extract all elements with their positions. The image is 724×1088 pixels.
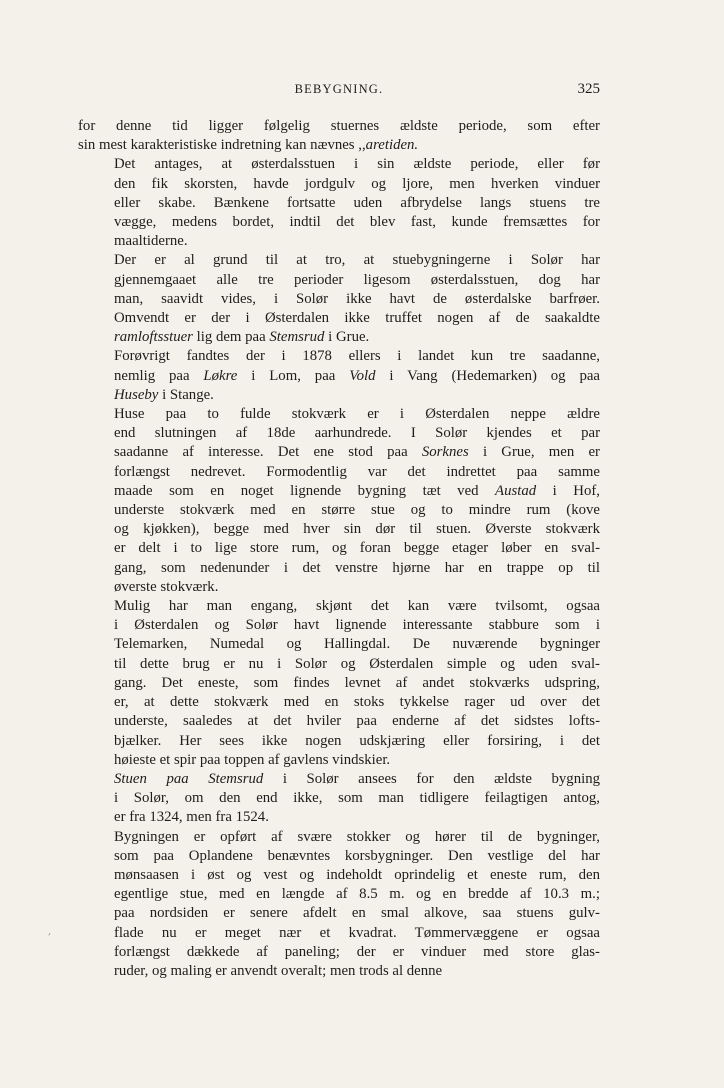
running-title: BEBYGNING. [294,82,384,96]
paragraph [78,155,600,251]
text-line: Huseby i Stange. [114,386,214,403]
text-line: underste stokværk med en større stue og to mindre rum (kove [114,502,600,519]
page-number: 325 [577,81,600,97]
text-line: er delt i to lige store rum, og foran begge etager løber en sval- [114,540,600,557]
text-line: Huse paa to fulde stokværk er i Østerdalen neppe ældre [114,406,600,423]
text-line: underste, saaledes at det hviler paa enderne af det sidstes lofts- [114,713,600,730]
text-line: er fra 1324, men fra 1524. [114,809,269,826]
text-line: Telemarken, Numedal og Hallingdal. De nuværende bygninger [114,636,600,653]
text-line: maade som en noget lignende bygning tæt ved Austad i Hof, [114,482,600,499]
text-line: øverste stokværk. [114,578,219,595]
paragraph [78,828,600,982]
text-line: i Østerdalen og Solør havt lignende interessante stabbure som i [114,617,600,634]
text-line: maaltiderne. [114,233,188,250]
text-line: og kjøkken), begge med hver sin dør til stuen. Øverste stokværk [114,521,600,538]
text-line: nemlig paa Løkre i Lom, paa Vold i Vang (Hedemarken) og paa [114,367,601,384]
text-line: end slutningen af 18de aarhundrede. I Solør kjendes et par [114,425,600,442]
paragraph [78,597,600,770]
body-text [78,117,600,981]
text-line: paa nordsiden er senere afdelt en smal alkove, saa stuens gulv- [114,905,600,922]
text-line: vægge, medens bordet, indtil det blev fast, kunde fremsættes for [114,214,600,231]
paragraph [78,251,600,347]
page-header [78,82,600,106]
text-line: Mulig har man engang, skjønt det kan være tvilsomt, ogsaa [114,598,600,615]
text-line: flade nu er meget nær et kvadrat. Tømmervæggene er ogsaa [114,924,600,941]
text-line: mønsaasen i øst og vest og indeholdt oprindelig et eneste rum, den [114,866,600,883]
text-line: Forøvrigt fandtes der i 1878 ellers i landet kun tre saadanne, [114,348,600,365]
text-line: man, saavidt vides, i Solør ikke havt de østerdalske barfrøer. [114,290,600,307]
text-line: den fik skorsten, havde jordgulv og ljore, men hverken vinduer [114,175,600,192]
text-line: Det antages, at østerdalsstuen i sin ældste periode, eller før [114,156,600,173]
text-line: Bygningen er opført af svære stokker og hører til de bygninger, [114,828,600,845]
text-line: gjennemgaaet alle tre perioder ligesom østerdalsstuen, dog har [114,271,600,288]
margin-mark: , [48,926,52,937]
text-line: Der er al grund til at tro, at stuebygningerne i Solør har [114,252,600,269]
text-line: ruder, og maling er anvendt overalt; men trods al denne [114,962,443,979]
text-line: i Solør, om den end ikke, som man tidligere feilagtigen antog, [114,790,600,807]
text-line: som paa Oplandene benævntes korsbygninger. Den vestlige del har [114,847,600,864]
text-line: gang. Det eneste, som findes levnet af andet stokværks udspring, [114,674,600,691]
text-line: sin mest karakteristiske indretning kan nævnes ,,aretiden. [78,137,419,154]
text-line: Omvendt er der i Østerdalen ikke truffet nogen af de saakaldte [114,310,600,327]
text-line: gang, som nedenunder i det venstre hjørne har en trappe op til [114,559,600,576]
text-line: eller skabe. Bænkene fortsatte uden afbrydelse langs stuens tre [114,194,600,211]
text-line: saadanne af interesse. Det ene stod paa Sorknes i Grue, men er [114,444,600,461]
text-line: for denne tid ligger følgelig stuernes ældste periode, som efter [78,118,600,134]
text-line: bjælker. Her sees ikke nogen udskjæring eller forsiring, i det [114,732,600,749]
text-line: ramloftsstuer lig dem paa Stemsrud i Grue. [114,329,370,346]
paragraph [78,770,600,828]
text-line: forlængst dækkede af paneling; der er vinduer med store glas- [114,943,600,960]
text-line: er, at dette stokværk med en stoks tykkelse rager ud over det [114,694,600,711]
text-line: egentlige stue, med en længde af 8.5 m. og en bredde af 10.3 m.; [114,886,600,903]
text-line: Stuen paa Stemsrud i Solør ansees for den ældste bygning [114,770,601,787]
text-line: høieste et spir paa toppen af gavlens vindskier. [114,751,391,768]
paragraph [78,347,600,405]
text-line: til dette brug er nu i Solør og Østerdalen simple og uden sval- [114,655,600,672]
text-line: forlængst nedrevet. Formodentlig var det indrettet paa samme [114,463,600,480]
paragraph [78,117,600,155]
paragraph [78,405,600,597]
